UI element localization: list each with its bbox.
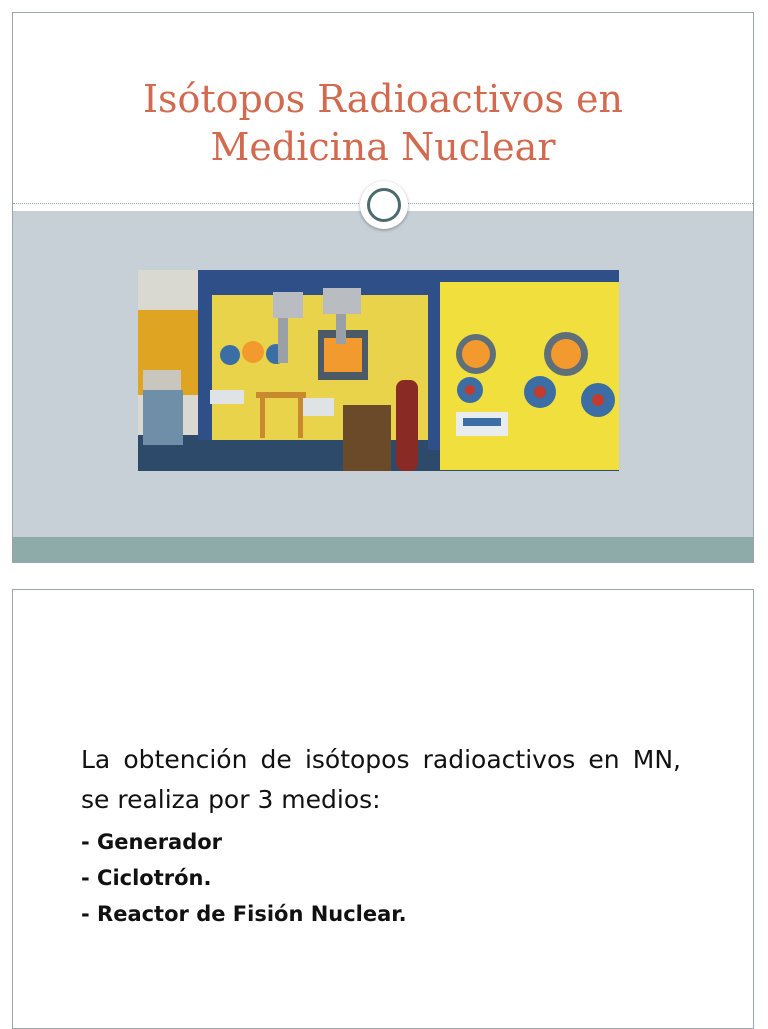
divider-ring-icon: [360, 181, 408, 229]
method-list: [81, 824, 681, 932]
slide-content: [12, 589, 754, 1029]
list-item: - Ciclotrón.: [81, 866, 212, 890]
slide-title: [12, 12, 754, 563]
intro-paragraph: La obtención de isótopos radioactivos en MN, se realiza por 3 medios:: [81, 745, 681, 814]
title-line-1: Isótopos Radioactivos en: [142, 77, 624, 121]
footer-strip: [13, 537, 753, 563]
list-item: - Reactor de Fisión Nuclear.: [81, 902, 407, 926]
content-body: [81, 740, 681, 932]
list-item: - Generador: [81, 830, 223, 854]
hot-cell-lab-photo: [138, 270, 619, 471]
slide-title-heading: [13, 75, 753, 171]
title-line-2: Medicina Nuclear: [210, 125, 556, 169]
